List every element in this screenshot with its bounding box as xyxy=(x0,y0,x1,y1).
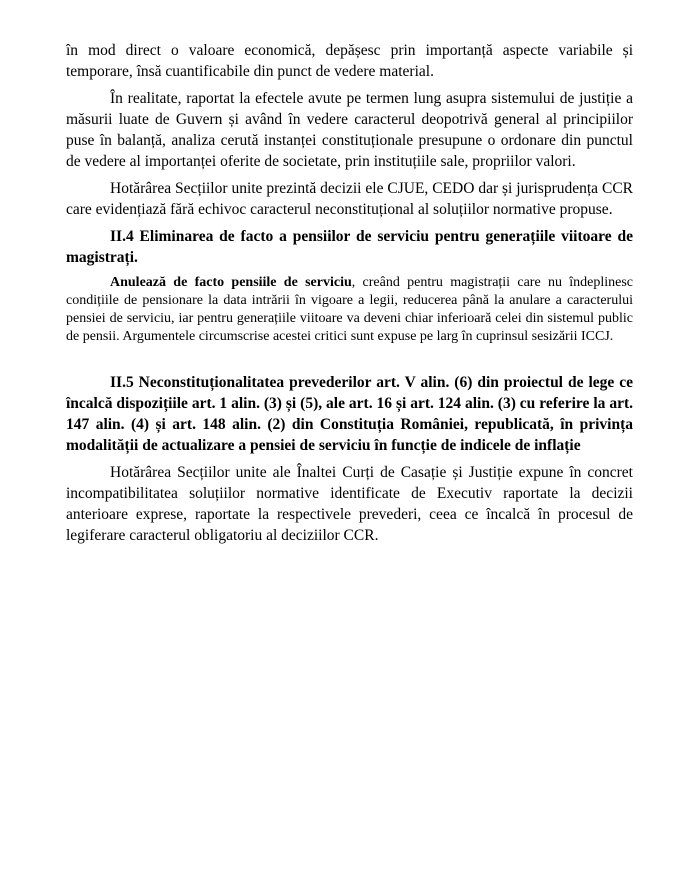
paragraph-anuleaza-de-facto xyxy=(66,274,633,346)
section-heading-ii4: II.4 Eliminarea de facto a pensiilor de serviciu pentru generațiile viitoare de magistrați. xyxy=(66,228,633,266)
paragraph-hotararea-sectiilor: Hotărârea Secțiilor unite prezintă decizii ele CJUE, CEDO dar și jurisprudența CCR care evidențiază fără echivoc caracterul neconstituțional al soluțiilor normative propuse. xyxy=(66,180,633,218)
paragraph-in-realitate: În realitate, raportat la efectele avute pe termen lung asupra sistemului de justiție a măsurii luate de Guvern și având în vedere caracterul deopotrivă general al principiilor puse în balanță, analiza cerută instanței constituționale presupune o ordonare din punctul de vedere al importanței oferite de societate, prin instituțiile sale, propriilor valori. xyxy=(66,90,633,170)
paragraph-continuation: în mod direct o valoare economică, depășesc prin importanță aspecte variabile și temporare, însă cuantificabile din punct de vedere material. xyxy=(66,42,633,80)
paragraph-hotararea-inalta-curte: Hotărârea Secțiilor unite ale Înaltei Curți de Casație și Justiție expune în concret incompatibilitatea soluțiilor normative identificate de Executiv raportate la decizii anterioare exprese, raportate la respectivele prevederi, ceea ce încalcă în procesul de legiferare caracterul obligatoriu al deciziilor CCR. xyxy=(66,464,633,544)
paragraph-rest-text: , creând pentru magistrații care nu îndeplinesc condițiile de pensionare la data intrării în vigoare a legii, reducerea până la anulare a caracterului pensiei de serviciu, iar pentru generațiile viitoare va deveni chiar inferioară celei din sistemul public de pensii. Argumentele circumscrise acestei critici sunt expuse pe larg în cuprinsul sesizării ICCJ. xyxy=(66,275,634,344)
paragraph-lead-bold-text: Anulează de facto pensiile de serviciu xyxy=(110,275,352,290)
section-heading-ii5: II.5 Neconstituționalitatea prevederilor art. V alin. (6) din proiectul de lege ce încalcă dispozițiile art. 1 alin. (3) și (5), ale art. 16 și art. 124 alin. (3) cu referire la art. 147 alin. (4) și art. 148 alin. (2) din Constituția României, republicată, în privința modalității de actualizare a pensiei de serviciu în funcție de indicele de inflație xyxy=(66,374,633,454)
